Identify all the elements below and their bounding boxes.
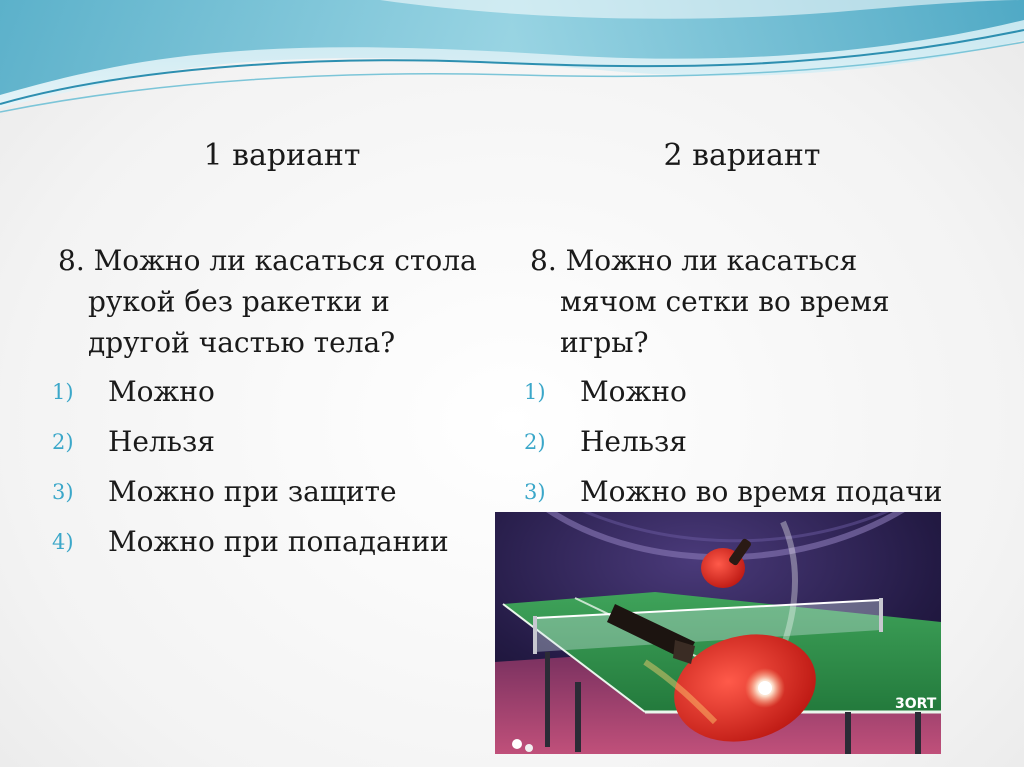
variant1-question-line-2: рукой без ракетки и xyxy=(88,285,390,318)
variant2-question-line-3: игры? xyxy=(560,326,649,359)
variant1-question xyxy=(58,240,498,363)
answer-item xyxy=(52,467,449,517)
wave-header-decoration xyxy=(0,0,1024,120)
variant2-answer-list xyxy=(524,367,942,517)
variant1-answer-list xyxy=(52,367,449,567)
variant1-question-number: 8. xyxy=(58,244,85,277)
table-tennis-illustration xyxy=(495,512,941,754)
answer-item xyxy=(52,517,449,567)
variant2-title: 2 вариант xyxy=(663,138,821,173)
variant2-question xyxy=(530,240,970,363)
answer-text: Можно при попадании xyxy=(108,525,449,558)
table-brand: 3ORT xyxy=(895,696,937,712)
variant2-question-number: 8. xyxy=(530,244,557,277)
answer-item xyxy=(524,367,942,417)
answer-text: Нельзя xyxy=(580,425,687,458)
answer-item xyxy=(52,417,449,467)
answer-marker: 2) xyxy=(524,430,546,454)
answer-marker: 4) xyxy=(52,530,74,554)
answer-text: Можно xyxy=(580,375,687,408)
answer-text: Можно xyxy=(108,375,215,408)
variant1-question-line-3: другой частью тела? xyxy=(88,326,396,359)
answer-marker: 3) xyxy=(52,480,74,504)
table-tennis-image xyxy=(495,512,941,754)
variant1-question-line-1: 8. Можно ли касаться стола xyxy=(58,244,477,277)
variant1-title: 1 вариант xyxy=(203,138,361,173)
answer-marker: 3) xyxy=(524,480,546,504)
variant2-question-line-2: мячом сетки во время xyxy=(560,285,890,318)
answer-item xyxy=(52,367,449,417)
variant2-question-line-1: 8. Можно ли касаться xyxy=(530,244,858,277)
answer-text: Нельзя xyxy=(108,425,215,458)
answer-text: Можно во время подачи xyxy=(580,475,943,508)
answer-text: Можно при защите xyxy=(108,475,397,508)
answer-item xyxy=(524,467,942,517)
answer-marker: 1) xyxy=(524,380,546,404)
answer-item xyxy=(524,417,942,467)
answer-marker: 2) xyxy=(52,430,74,454)
answer-marker: 1) xyxy=(52,380,74,404)
